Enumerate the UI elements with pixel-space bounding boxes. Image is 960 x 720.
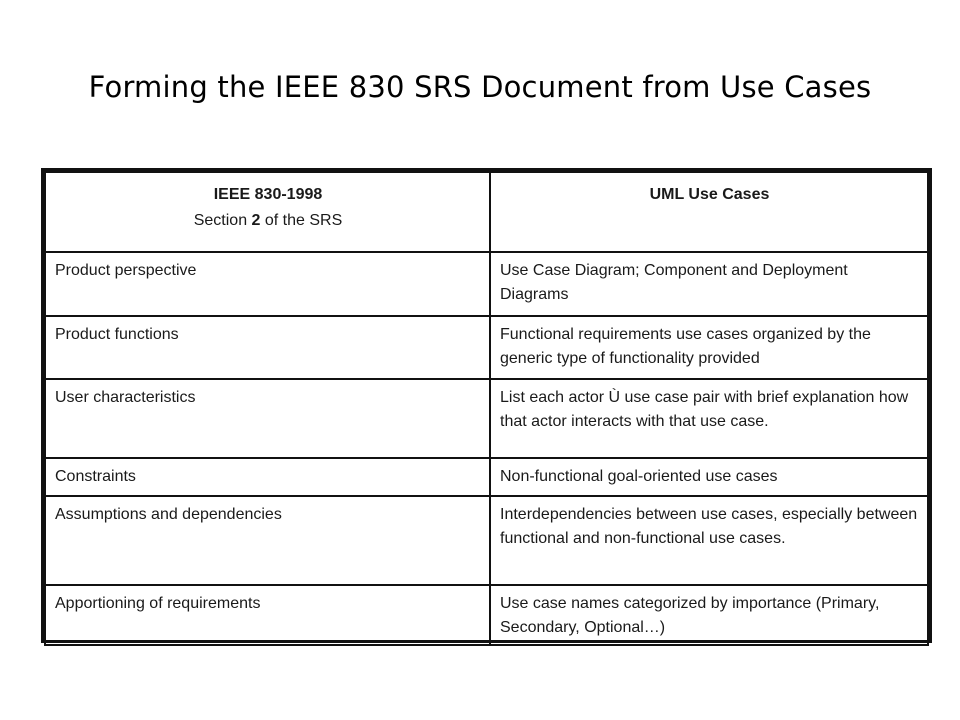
header-uml xyxy=(490,172,928,252)
uml-cell: Non-functional goal-oriented use cases xyxy=(490,458,928,496)
table-header-row xyxy=(45,172,928,252)
uml-cell: List each actor Ù use case pair with brief explanation how that actor interacts with that use case. xyxy=(490,379,928,458)
slide-title: Forming the IEEE 830 SRS Document from Use Cases xyxy=(88,70,872,104)
header-ieee xyxy=(45,172,490,252)
header-uml-title: UML Use Cases xyxy=(649,186,770,203)
ieee-cell: User characteristics xyxy=(45,379,490,458)
header-ieee-subtitle xyxy=(55,208,481,234)
uml-cell: Use case names categorized by importance (Primary, Secondary, Optional…) xyxy=(490,585,928,645)
header-ieee-title: IEEE 830-1998 xyxy=(213,186,323,203)
table-row xyxy=(45,458,928,496)
table-row xyxy=(45,252,928,316)
table-row xyxy=(45,379,928,458)
header-sub-suffix: of the SRS xyxy=(260,212,343,229)
table-row xyxy=(45,496,928,585)
header-sub-number: 2 xyxy=(251,212,261,229)
uml-cell: Interdependencies between use cases, especially between functional and non-functional use cases. xyxy=(490,496,928,585)
ieee-cell: Product perspective xyxy=(45,252,490,316)
ieee-cell: Constraints xyxy=(45,458,490,496)
mapping-table xyxy=(41,168,932,643)
ieee-cell: Product functions xyxy=(45,316,490,379)
ieee-uml-table xyxy=(44,171,929,646)
uml-cell: Use Case Diagram; Component and Deployment Diagrams xyxy=(490,252,928,316)
header-sub-prefix: Section xyxy=(193,212,252,229)
table-row xyxy=(45,316,928,379)
uml-cell: Functional requirements use cases organized by the generic type of functionality provided xyxy=(490,316,928,379)
ieee-cell: Assumptions and dependencies xyxy=(45,496,490,585)
ieee-cell: Apportioning of requirements xyxy=(45,585,490,645)
table-row xyxy=(45,585,928,645)
